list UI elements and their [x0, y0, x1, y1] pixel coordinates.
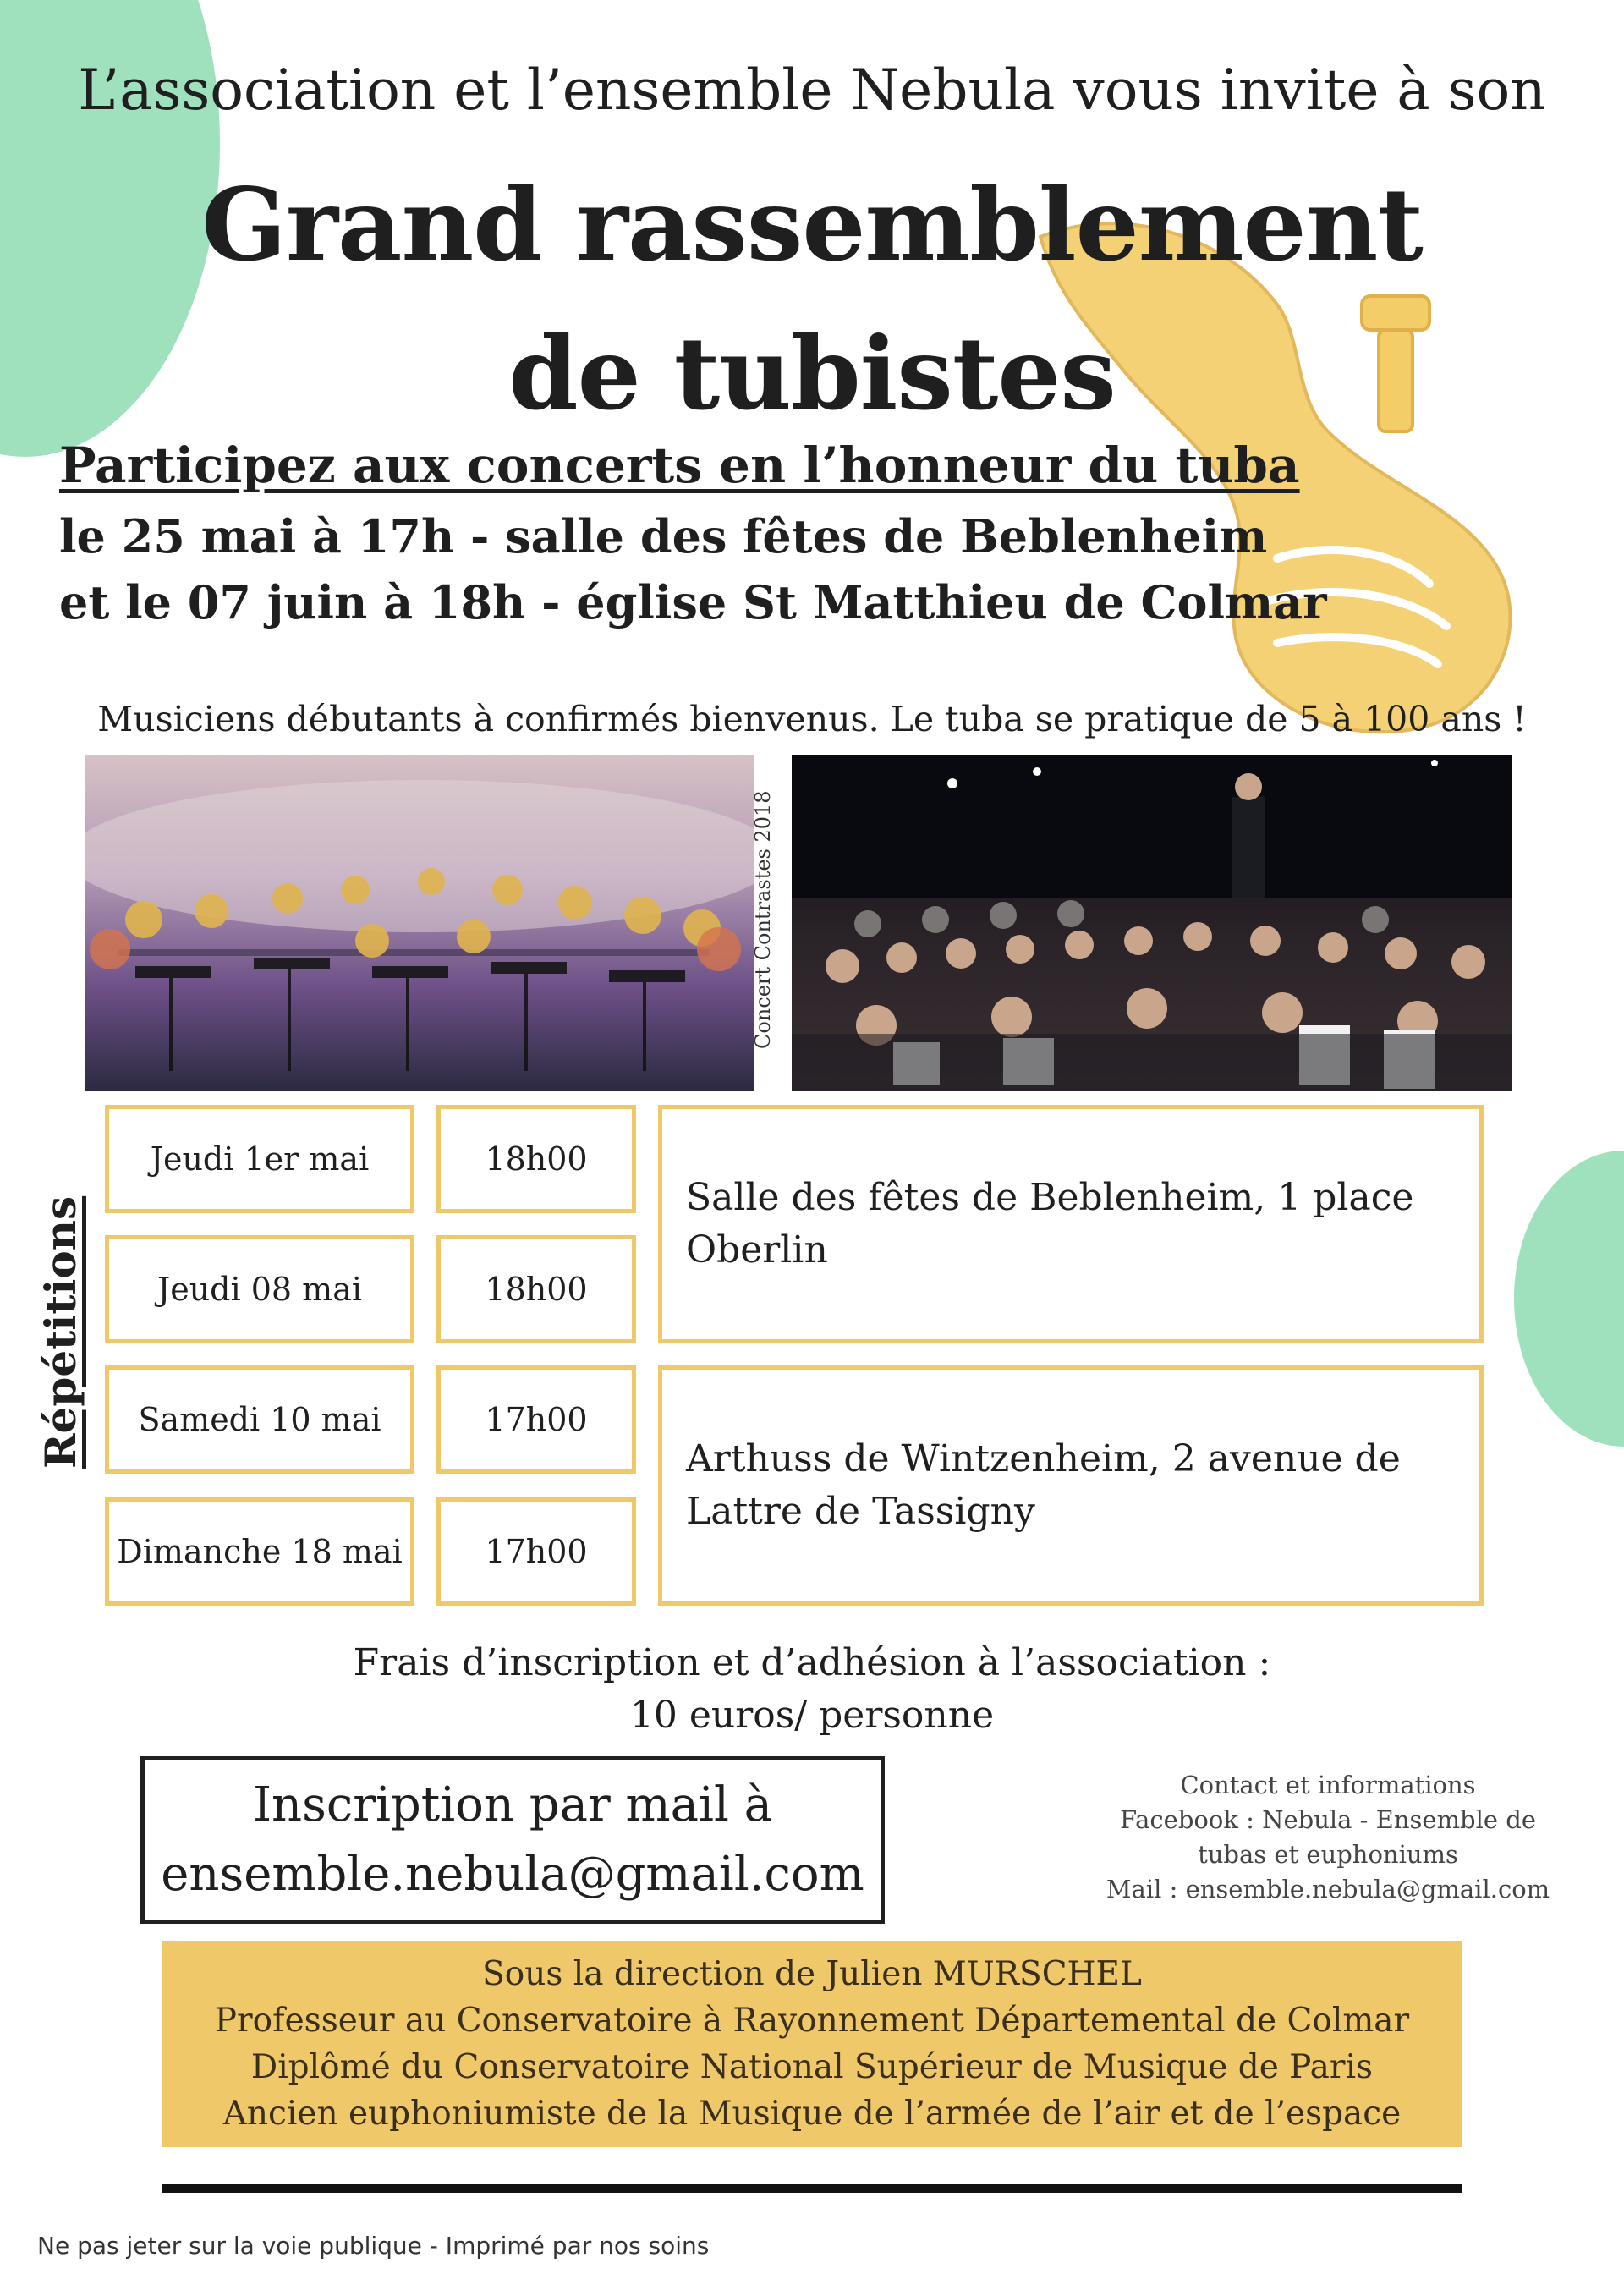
decorative-circle-right [1514, 1151, 1624, 1447]
venue-wintzenheim: Arthuss de Wintzenheim, 2 avenue de Lattre de Tassigny [658, 1365, 1484, 1606]
contact-mail: Mail : ensemble.nebula@gmail.com [1106, 1875, 1550, 1903]
venue-beblenheim: Salle des fêtes de Beblenheim, 1 place Oberlin [658, 1105, 1484, 1343]
photo-credit: Concert Contrastes 2018 [751, 790, 775, 1049]
direction-line-2: Professeur au Conservatoire à Rayonnement Départemental de Colmar [214, 2002, 1410, 2040]
fees-line-2: 10 euros/ personne [629, 1694, 995, 1737]
footer-note: Ne pas jeter sur la voie publique - Imprimé par nos soins [37, 2232, 710, 2260]
session-day-1: Jeudi 1er mai [105, 1105, 414, 1213]
intro-text: L’association et l’ensemble Nebula vous invite à son [78, 58, 1546, 123]
photo-rehearsal-tubas [85, 755, 754, 1091]
session-time-3: 17h00 [436, 1365, 636, 1474]
title-line-1: Grand rassemblement [201, 166, 1423, 283]
session-time-4: 17h00 [436, 1497, 636, 1606]
concert-date-1: le 25 mai à 17h - salle des fêtes de Beblenheim [59, 509, 1268, 563]
direction-line-4: Ancien euphoniumiste de la Musique de l’armée de l’air et de l’espace [222, 2095, 1402, 2133]
contact-title: Contact et informations [1180, 1771, 1476, 1799]
session-day-4: Dimanche 18 mai [105, 1497, 414, 1606]
direction-panel [162, 1941, 1462, 2147]
registration-email: ensemble.nebula@gmail.com [161, 1847, 864, 1902]
registration-label: Inscription par mail à [252, 1777, 773, 1832]
title-line-2: de tubistes [508, 315, 1116, 432]
concert-date-2: et le 07 juin à 18h - église St Matthieu de Colmar [59, 575, 1327, 629]
direction-line-3: Diplômé du Conservatoire National Supérieur de Musique de Paris [250, 2048, 1374, 2086]
fees-line-1: Frais d’inscription et d’adhésion à l’association : [353, 1641, 1271, 1684]
concerts-heading: Participez aux concerts en l’honneur du tuba [59, 437, 1300, 494]
page-title [0, 151, 1624, 448]
photo-concert-orchestra [792, 755, 1512, 1091]
session-time-2: 18h00 [436, 1235, 636, 1343]
welcome-text: Musiciens débutants à confirmés bienvenus. Le tuba se pratique de 5 à 100 ans ! [97, 699, 1527, 739]
divider [162, 2184, 1462, 2193]
session-day-3: Samedi 10 mai [105, 1365, 414, 1474]
registration-box [140, 1756, 885, 1924]
direction-line-1: Sous la direction de Julien MURSCHEL [482, 1955, 1142, 1993]
contact-facebook: Facebook : Nebula - Ensemble de tubas et euphoniums [1119, 1805, 1537, 1869]
contact-info [1083, 1768, 1573, 1907]
rehearsals-label: Répétitions [36, 1195, 85, 1469]
session-day-2: Jeudi 08 mai [105, 1235, 414, 1343]
session-time-1: 18h00 [436, 1105, 636, 1213]
